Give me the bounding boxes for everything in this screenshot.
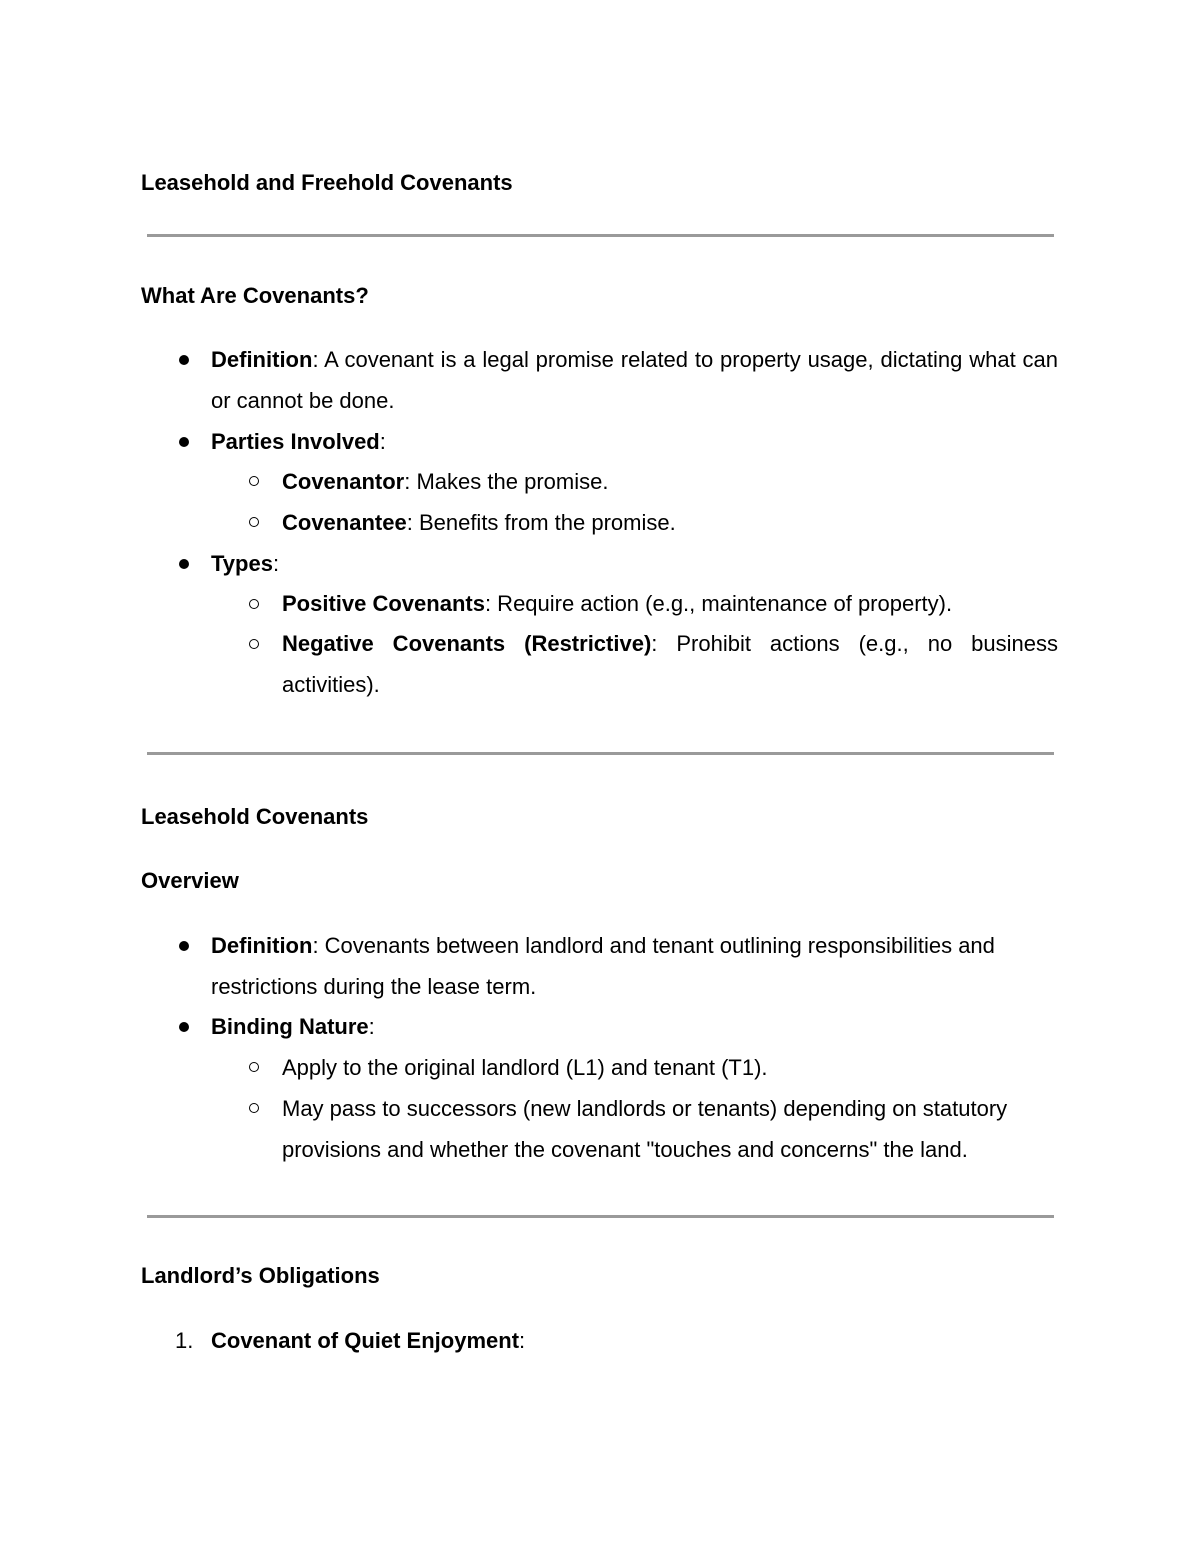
bullet-circle-icon — [249, 1103, 259, 1113]
term-definition: Definition — [211, 933, 313, 958]
list-item-covenantor — [282, 461, 1058, 502]
list-item-quiet-enjoyment — [211, 1320, 1058, 1361]
covenantee-text: : Benefits from the promise. — [406, 510, 676, 535]
types-suffix: : — [272, 551, 280, 576]
bullet-disc-icon — [179, 941, 189, 951]
term-quiet-enjoyment: Covenant of Quiet Enjoyment — [211, 1328, 520, 1353]
list-item-binding-nature — [211, 1006, 1058, 1047]
section-heading-landlords-obligations: Landlord’s Obligations — [141, 1263, 380, 1288]
list-item-successors: May pass to successors (new landlords or tenants) depending on statutory provisions and whether the covenant "touches and concerns" the land. — [282, 1096, 1008, 1162]
bullet-circle-icon — [249, 1062, 259, 1072]
term-negative-covenants: Negative Covenants (Restrictive) — [282, 631, 652, 656]
list-item-definition — [211, 339, 1058, 421]
bullet-circle-icon — [249, 599, 259, 609]
bullet-disc-icon — [179, 355, 189, 365]
term-covenantee: Covenantee — [282, 510, 407, 535]
section-heading-leasehold-covenants: Leasehold Covenants — [141, 804, 369, 829]
horizontal-rule — [147, 1215, 1054, 1218]
term-covenantor: Covenantor — [282, 469, 405, 494]
list-number: 1. — [175, 1328, 194, 1353]
list-item-original-parties: Apply to the original landlord (L1) and tenant (T1). — [282, 1055, 768, 1080]
bullet-disc-icon — [179, 1022, 189, 1032]
horizontal-rule — [147, 234, 1054, 237]
positive-covenants-text: : Require action (e.g., maintenance of property). — [484, 591, 953, 616]
list-item-negative-covenants — [282, 623, 1058, 705]
term-positive-covenants: Positive Covenants — [282, 591, 485, 616]
bullet-circle-icon — [249, 639, 259, 649]
binding-suffix: : — [368, 1014, 375, 1039]
term-parties-involved: Parties Involved — [211, 429, 380, 454]
term-binding-nature: Binding Nature — [211, 1014, 369, 1039]
parties-suffix: : — [379, 429, 386, 454]
quiet-enjoyment-suffix: : — [519, 1328, 526, 1353]
term-definition: Definition — [211, 347, 313, 372]
bullet-disc-icon — [179, 559, 189, 569]
subheading-overview: Overview — [141, 868, 239, 893]
bullet-circle-icon — [249, 476, 259, 486]
document-title: Leasehold and Freehold Covenants — [141, 170, 513, 195]
bullet-circle-icon — [249, 517, 259, 527]
section-heading-what-are-covenants: What Are Covenants? — [141, 283, 369, 308]
list-item-covenantee — [282, 502, 1058, 543]
definition-text: : A covenant is a legal promise related to property usage, dictating what can or cannot be done. — [211, 347, 1058, 413]
list-item-definition — [211, 925, 1058, 1007]
list-item-types — [211, 543, 1058, 584]
term-types: Types — [211, 551, 273, 576]
bullet-disc-icon — [179, 437, 189, 447]
definition-text: : Covenants between landlord and tenant outlining responsibilities and restrictions during the lease term. — [211, 933, 995, 999]
covenantor-text: : Makes the promise. — [404, 469, 609, 494]
horizontal-rule — [147, 752, 1054, 755]
negative-covenants-text: : Prohibit actions (e.g., no business activities). — [282, 631, 1058, 697]
list-item-positive-covenants — [282, 583, 1058, 624]
list-item-parties-involved — [211, 421, 1058, 462]
